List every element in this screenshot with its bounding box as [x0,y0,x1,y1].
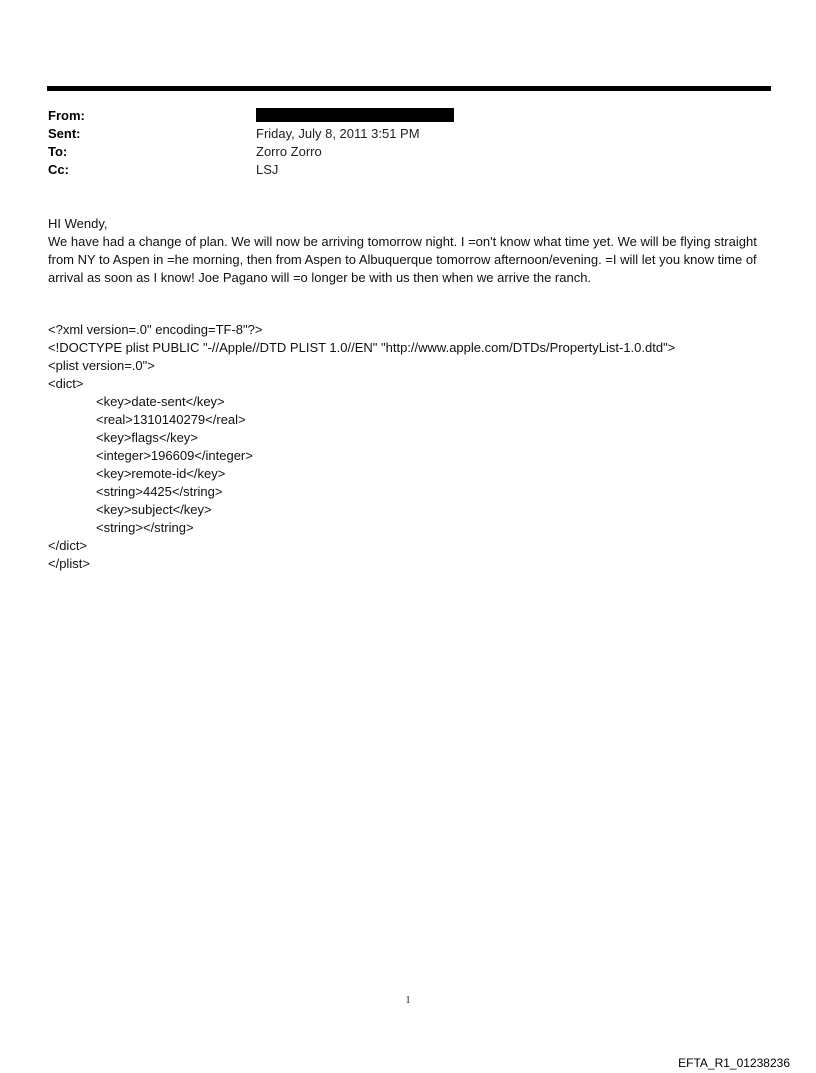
plist-line: <string>4425</string> [96,484,223,499]
top-divider [47,86,771,91]
plist-block [48,321,778,573]
from-label: From: [48,108,85,123]
bates-number: EFTA_R1_01238236 [678,1056,790,1070]
sent-value: Friday, July 8, 2011 3:51 PM [256,126,420,141]
greeting: HI Wendy, [48,216,108,231]
from-row [48,107,748,125]
plist-line: <key>subject</key> [96,502,212,517]
sent-label: Sent: [48,126,81,141]
cc-row [48,161,748,179]
email-header [48,107,748,179]
plist-line: <key>remote-id</key> [96,466,226,481]
to-label: To: [48,144,68,159]
plist-line: <integer>196609</integer> [96,448,253,463]
message-paragraph: We have had a change of plan. We will now be arriving tomorrow night. I =on't know what time yet. We will be flying straight from NY to Aspen in =he morning, then from Aspen to Albuquerque tomorrow afternoon/evening. =I will let you know time of arrival as soon as I know! Joe Pagano will =o longer be with us then when we arrive the ranch. [48,234,757,285]
plist-line: <string></string> [96,520,194,535]
plist-line: <plist version=.0"> [48,358,155,373]
plist-line: <real>1310140279</real> [96,412,246,427]
to-row [48,143,748,161]
email-body [48,215,778,287]
to-value: Zorro Zorro [256,144,322,159]
plist-line: <key>date-sent</key> [96,394,225,409]
sent-row [48,125,748,143]
redacted-sender [256,108,454,122]
cc-value: LSJ [256,162,279,177]
cc-label: Cc: [48,162,69,177]
plist-line: <!DOCTYPE plist PUBLIC "-//Apple//DTD PLIST 1.0//EN" "http://www.apple.com/DTDs/PropertyList-1.0.dtd"> [48,340,676,355]
page-number: 1 [405,995,411,1006]
plist-line: <?xml version=.0" encoding=TF-8"?> [48,322,263,337]
plist-line: </plist> [48,556,90,571]
plist-line: </dict> [48,538,88,553]
plist-line: <dict> [48,376,84,391]
plist-line: <key>flags</key> [96,430,198,445]
